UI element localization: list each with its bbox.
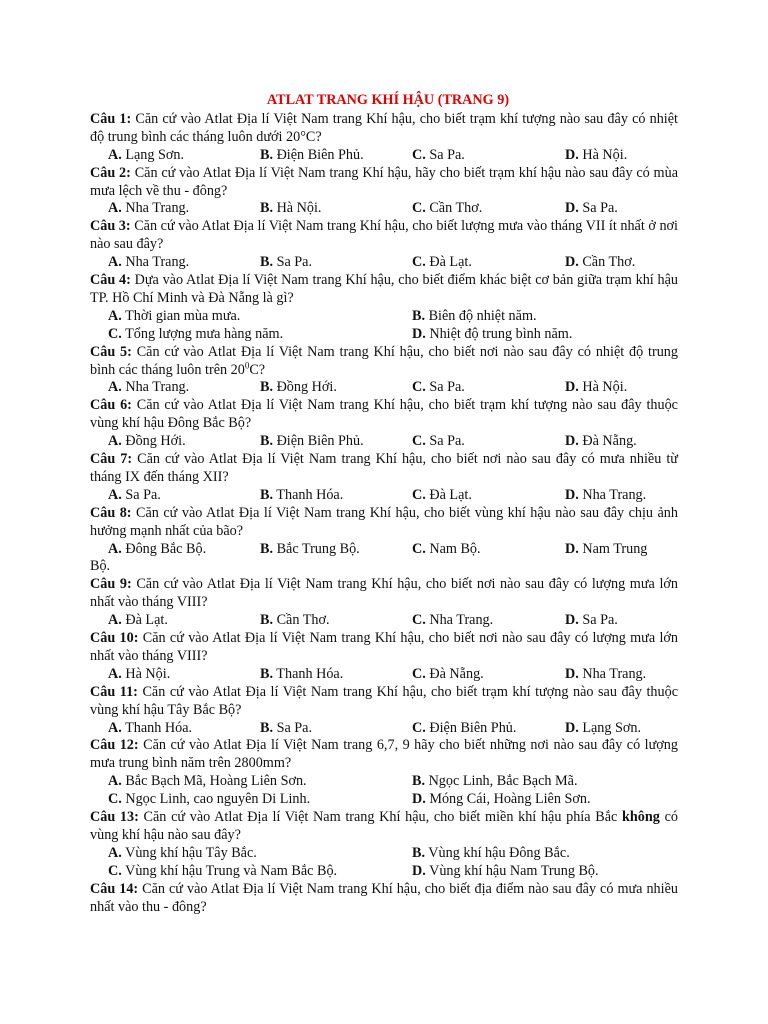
question-text: Căn cứ vào Atlat Địa lí Việt Nam trang 6,7, 9 hãy cho biết những nơi nào sau đây có lượng mưa trung bình năm trên 2800mm?: [90, 737, 678, 772]
question-number: Câu 13:: [90, 809, 139, 826]
question-text: Căn cứ vào Atlat Địa lí Việt Nam trang Khí hậu, hãy cho biết trạm khí hậu nào sau đây có mùa mưa lệch về thu - đông?: [90, 164, 678, 199]
question-14: [90, 881, 678, 917]
options-row: [90, 612, 678, 630]
option-a: A. Thanh Hóa.: [108, 719, 193, 736]
option-c: C. Cần Thơ.: [412, 200, 483, 217]
question-11: [90, 684, 678, 720]
superscript: 0: [244, 359, 250, 370]
document-page: [90, 92, 678, 916]
question-number: Câu 8:: [90, 504, 132, 521]
question-number: Câu 10:: [90, 630, 139, 647]
option-c: C. Đà Nẵng.: [412, 665, 484, 682]
option-d: D. Móng Cái, Hoàng Liên Sơn.: [412, 791, 591, 808]
options-row: [90, 773, 678, 791]
question-1: [90, 111, 678, 147]
question-number: Câu 7:: [90, 451, 133, 468]
option-b: B. Cần Thơ.: [260, 612, 330, 629]
question-2: [90, 165, 678, 201]
question-10: [90, 630, 678, 666]
options-row: [90, 308, 678, 326]
question-number: Câu 12:: [90, 737, 139, 754]
option-c: C. Vùng khí hậu Trung và Nam Bắc Bộ.: [108, 862, 338, 879]
option-a: A. Vùng khí hậu Tây Bắc.: [108, 844, 257, 861]
question-text-end: C?: [249, 361, 266, 378]
question-number: Câu 14:: [90, 880, 139, 897]
question-text: Căn cứ vào Atlat Địa lí Việt Nam trang Khí hậu, cho biết lượng mưa vào tháng VII ít nhất ở nơi nào sau đây?: [90, 218, 678, 253]
option-d: D. Nha Trang.: [565, 486, 647, 503]
option-b: B. Thanh Hóa.: [260, 486, 344, 503]
option-b: B. Thanh Hóa.: [260, 665, 344, 682]
option-d: D. Lạng Sơn.: [565, 719, 642, 736]
option-a: A. Hà Nội.: [108, 665, 171, 682]
options-row: [90, 487, 678, 505]
option-d: D. Cần Thơ.: [565, 254, 636, 271]
option-d: D. Sa Pa.: [565, 200, 618, 217]
options-row: [90, 720, 678, 738]
question-number: Câu 3:: [90, 218, 131, 235]
question-text: Căn cứ vào Atlat Địa lí Việt Nam trang Khí hậu, cho biết nơi nào sau đây có mưa nhiều từ tháng IX đến tháng XII?: [90, 451, 678, 485]
options-row: [90, 379, 678, 397]
question-text: Căn cứ vào Atlat Địa lí Việt Nam trang Khí hậu, cho biết nơi nào sau đây có lượng mưa lớn nhất vào tháng VIII?: [90, 630, 678, 664]
option-c: C. Nha Trang.: [412, 612, 494, 629]
question-text: Dựa vào Atlat Địa lí Việt Nam trang Khí hậu, cho biết điểm khác biệt cơ bản giữa trạm khí hậu TP. Hồ Chí Minh và Đà Nẵng là gì?: [90, 272, 678, 306]
option-d-continuation: Bộ.: [90, 558, 111, 575]
question-text: Căn cứ vào Atlat Địa lí Việt Nam trang Khí hậu, cho biết nơi nào sau đây có nhiệt độ trung bình các tháng luôn trên 20: [90, 343, 678, 378]
question-text: Căn cứ vào Atlat Địa lí Việt Nam trang Khí hậu, cho biết miền khí hậu phía Bắc: [138, 809, 623, 826]
options-row: [90, 541, 678, 559]
option-b: B. Vùng khí hậu Đông Bắc.: [412, 844, 570, 861]
options-row: [90, 254, 678, 272]
option-c: C. Ngọc Linh, cao nguyên Di Linh.: [108, 791, 311, 808]
options-row: [90, 326, 678, 344]
question-number: Câu 6:: [90, 397, 132, 414]
options-row: [90, 433, 678, 451]
option-a: A. Đà Lạt.: [108, 612, 168, 629]
option-a: A. Sa Pa.: [108, 486, 161, 503]
page-title: ATLAT TRANG KHÍ HẬU (TRANG 9): [266, 92, 510, 108]
option-a: A. Nha Trang.: [108, 379, 190, 396]
option-a: A. Nha Trang.: [108, 200, 190, 217]
question-4: [90, 272, 678, 308]
option-b: B. Điện Biên Phủ.: [260, 433, 364, 450]
question-number: Câu 5:: [90, 343, 132, 360]
question-number: Câu 2:: [90, 164, 131, 181]
question-text: Căn cứ vào Atlat Địa lí Việt Nam trang Khí hậu, cho biết trạm khí tượng nào sau đây thuộc vùng khí hậu Tây Bắc Bộ?: [90, 683, 679, 718]
option-a: A. Thời gian mùa mưa.: [108, 307, 241, 324]
question-number: Câu 9:: [90, 576, 132, 593]
option-a: A. Bắc Bạch Mã, Hoàng Liên Sơn.: [108, 773, 307, 790]
question-3: [90, 218, 678, 254]
question-5: [90, 344, 678, 380]
question-text: Căn cứ vào Atlat Địa lí Việt Nam trang Khí hậu, cho biết vùng khí hậu nào sau đây chịu ảnh hưởng mạnh nhất của bão?: [90, 504, 678, 539]
question-6: [90, 397, 678, 433]
options-row: [90, 863, 678, 881]
option-c: C. Sa Pa.: [412, 433, 465, 450]
option-b: B. Đồng Hới.: [260, 379, 337, 396]
option-c: C. Tổng lượng mưa hàng năm.: [108, 325, 284, 342]
emphasis-keyword: không: [622, 809, 660, 826]
option-b: B. Biên độ nhiệt năm.: [412, 307, 537, 324]
option-b: B. Sa Pa.: [260, 719, 313, 736]
option-c: C. Đà Lạt.: [412, 486, 472, 503]
option-d: D. Nam Trung: [565, 540, 648, 557]
option-c: C. Nam Bộ.: [412, 540, 481, 557]
option-b: B. Ngọc Linh, Bắc Bạch Mã.: [412, 773, 578, 790]
options-row: [90, 666, 678, 684]
question-13: [90, 809, 678, 845]
question-text: Căn cứ vào Atlat Địa lí Việt Nam trang Khí hậu, cho biết trạm khí tượng nào sau đây thuộc vùng khí hậu Đông Bắc Bộ?: [90, 397, 678, 432]
option-d: D. Hà Nội.: [565, 146, 628, 163]
option-d: D. Nhiệt độ trung bình năm.: [412, 325, 573, 342]
question-text: Căn cứ vào Atlat Địa lí Việt Nam trang Khí hậu, cho biết nơi nào sau đây có lượng mưa lớn nhất vào tháng VIII?: [90, 576, 678, 611]
option-b: B. Sa Pa.: [260, 254, 313, 271]
question-number: Câu 1:: [90, 110, 132, 127]
option-c: C. Sa Pa.: [412, 146, 465, 163]
option-b: B. Bắc Trung Bộ.: [260, 540, 360, 557]
options-row: [90, 147, 678, 165]
option-d: D. Đà Nẵng.: [565, 433, 637, 450]
question-9: [90, 576, 678, 612]
option-d: D. Sa Pa.: [565, 612, 618, 629]
question-number: Câu 4:: [90, 272, 131, 289]
option-d: D. Nha Trang.: [565, 665, 647, 682]
option-a: A. Nha Trang.: [108, 254, 190, 271]
option-c: C. Đà Lạt.: [412, 254, 472, 271]
option-c: C. Sa Pa.: [412, 379, 465, 396]
option-b: B. Điện Biên Phủ.: [260, 146, 364, 163]
option-c: C. Điện Biên Phủ.: [412, 719, 517, 736]
question-7: [90, 451, 678, 487]
options-row: [90, 200, 678, 218]
option-b: B. Hà Nội.: [260, 200, 322, 217]
option-d: D. Hà Nội.: [565, 379, 628, 396]
question-8: [90, 505, 678, 541]
option-a: A. Lạng Sơn.: [108, 146, 185, 163]
question-number: Câu 11:: [90, 683, 138, 700]
question-12: [90, 737, 678, 773]
options-row: [90, 845, 678, 863]
option-a: A. Đông Bắc Bộ.: [108, 540, 207, 557]
question-text: Căn cứ vào Atlat Địa lí Việt Nam trang Khí hậu, cho biết trạm khí tượng nào sau đây có nhiệt độ trung bình các tháng luôn dưới 20°C?: [90, 110, 678, 145]
option-a: A. Đồng Hới.: [108, 433, 186, 450]
options-row: [90, 791, 678, 809]
question-text: Căn cứ vào Atlat Địa lí Việt Nam trang Khí hậu, cho biết địa điểm nào sau đây có mưa nhiều nhất vào thu - đông?: [90, 880, 678, 915]
question-text-end: có vùng khí hậu nào sau đây?: [90, 809, 678, 843]
option-d: D. Vùng khí hậu Nam Trung Bộ.: [412, 862, 599, 879]
